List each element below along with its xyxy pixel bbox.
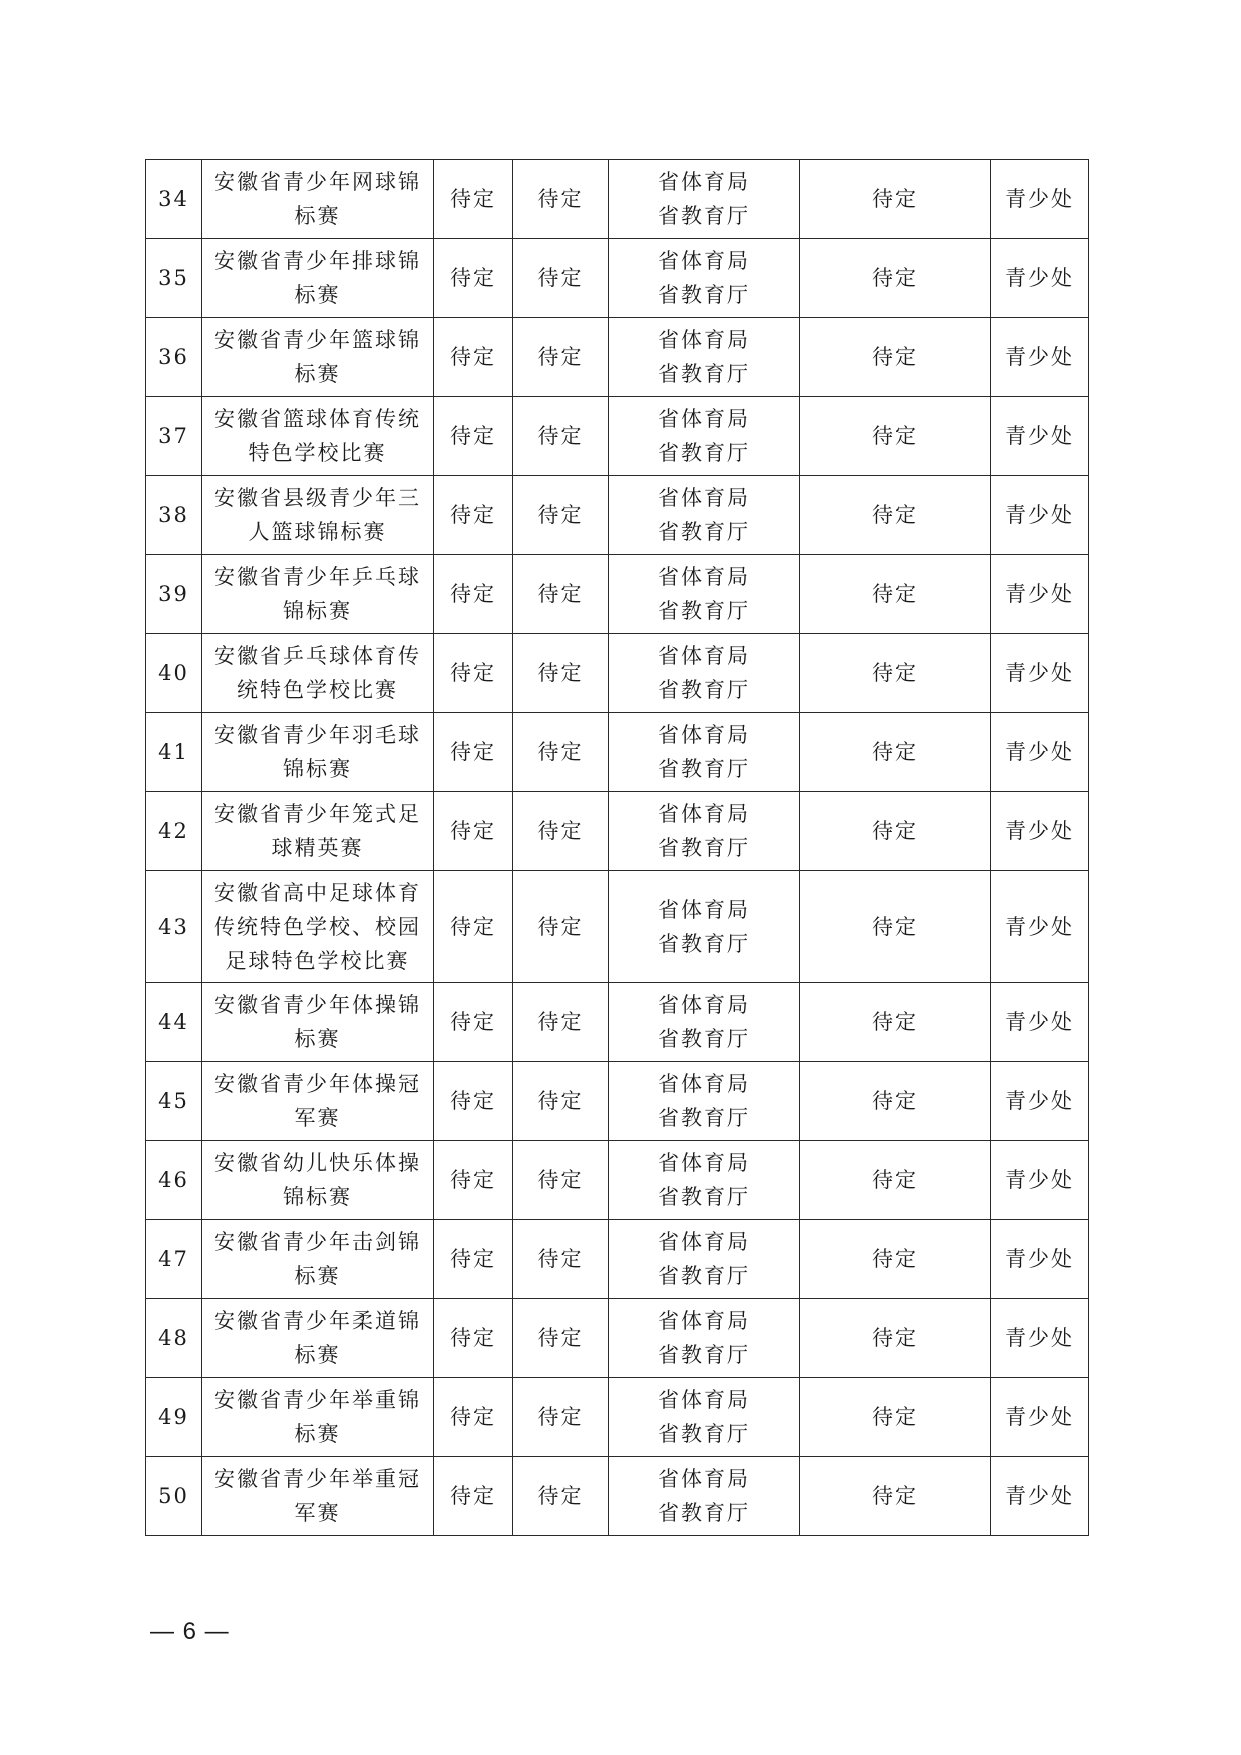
organizer-line: 省教育厅 (658, 599, 750, 623)
organizer-cell (609, 634, 800, 713)
organizer-line: 省教育厅 (658, 283, 750, 307)
organizer-line: 省教育厅 (658, 441, 750, 465)
department-cell: 青少处 (991, 1378, 1089, 1457)
event-location-cell: 待定 (513, 792, 609, 871)
event-location-cell: 待定 (513, 318, 609, 397)
event-time-cell: 待定 (434, 713, 513, 792)
event-name-cell: 安徽省青少年柔道锦标赛 (202, 1299, 434, 1378)
organizer-cell (609, 713, 800, 792)
row-number-cell: 44 (146, 983, 202, 1062)
organizer-line: 省教育厅 (658, 204, 750, 228)
department-cell: 青少处 (991, 792, 1089, 871)
host-unit-cell: 待定 (800, 713, 991, 792)
event-name-cell: 安徽省青少年排球锦标赛 (202, 239, 434, 318)
row-number-cell: 35 (146, 239, 202, 318)
department-cell: 青少处 (991, 871, 1089, 983)
event-time-cell: 待定 (434, 476, 513, 555)
organizer-line: 省体育局 (658, 802, 750, 826)
event-name-cell: 安徽省青少年乒乓球锦标赛 (202, 555, 434, 634)
department-cell: 青少处 (991, 476, 1089, 555)
event-location-cell: 待定 (513, 1062, 609, 1141)
host-unit-cell: 待定 (800, 555, 991, 634)
organizer-cell (609, 1378, 800, 1457)
event-name-cell: 安徽省青少年举重冠军赛 (202, 1457, 434, 1536)
event-name-cell: 安徽省青少年体操锦标赛 (202, 983, 434, 1062)
organizer-line: 省教育厅 (658, 836, 750, 860)
organizer-cell (609, 792, 800, 871)
organizer-cell (609, 1299, 800, 1378)
event-name-cell: 安徽省青少年网球锦标赛 (202, 160, 434, 239)
event-time-cell: 待定 (434, 871, 513, 983)
row-number-cell: 40 (146, 634, 202, 713)
table-row (146, 160, 1089, 239)
row-number-cell: 42 (146, 792, 202, 871)
organizer-line: 省教育厅 (658, 1264, 750, 1288)
row-number-cell: 36 (146, 318, 202, 397)
event-time-cell: 待定 (434, 318, 513, 397)
organizer-cell (609, 1220, 800, 1299)
event-location-cell: 待定 (513, 1220, 609, 1299)
event-name-cell: 安徽省青少年羽毛球锦标赛 (202, 713, 434, 792)
department-cell: 青少处 (991, 1457, 1089, 1536)
table-row (146, 1457, 1089, 1536)
event-name-cell: 安徽省青少年击剑锦标赛 (202, 1220, 434, 1299)
organizer-line: 省体育局 (658, 1388, 750, 1412)
host-unit-cell: 待定 (800, 476, 991, 555)
row-number-cell: 50 (146, 1457, 202, 1536)
event-time-cell: 待定 (434, 1220, 513, 1299)
event-time-cell: 待定 (434, 1062, 513, 1141)
event-location-cell: 待定 (513, 1141, 609, 1220)
host-unit-cell: 待定 (800, 1141, 991, 1220)
event-location-cell: 待定 (513, 239, 609, 318)
event-location-cell: 待定 (513, 555, 609, 634)
row-number-cell: 39 (146, 555, 202, 634)
table-row (146, 792, 1089, 871)
organizer-line: 省体育局 (658, 644, 750, 668)
organizer-cell (609, 1062, 800, 1141)
row-number-cell: 38 (146, 476, 202, 555)
host-unit-cell: 待定 (800, 1220, 991, 1299)
department-cell: 青少处 (991, 1220, 1089, 1299)
table-row (146, 1299, 1089, 1378)
host-unit-cell: 待定 (800, 983, 991, 1062)
host-unit-cell: 待定 (800, 871, 991, 983)
host-unit-cell: 待定 (800, 1457, 991, 1536)
row-number-cell: 49 (146, 1378, 202, 1457)
organizer-cell (609, 1457, 800, 1536)
event-time-cell: 待定 (434, 792, 513, 871)
department-cell: 青少处 (991, 983, 1089, 1062)
table-row (146, 1062, 1089, 1141)
event-name-cell: 安徽省篮球体育传统特色学校比赛 (202, 397, 434, 476)
organizer-cell (609, 397, 800, 476)
organizer-cell (609, 871, 800, 983)
organizer-line: 省体育局 (658, 249, 750, 273)
organizer-cell (609, 555, 800, 634)
organizer-line: 省体育局 (658, 993, 750, 1017)
organizer-line: 省教育厅 (658, 1343, 750, 1367)
row-number-cell: 43 (146, 871, 202, 983)
organizer-line: 省教育厅 (658, 1422, 750, 1446)
department-cell: 青少处 (991, 713, 1089, 792)
organizer-line: 省体育局 (658, 170, 750, 194)
row-number-cell: 46 (146, 1141, 202, 1220)
table-row (146, 397, 1089, 476)
host-unit-cell: 待定 (800, 1062, 991, 1141)
row-number-cell: 45 (146, 1062, 202, 1141)
department-cell: 青少处 (991, 1299, 1089, 1378)
department-cell: 青少处 (991, 1062, 1089, 1141)
row-number-cell: 34 (146, 160, 202, 239)
event-location-cell: 待定 (513, 1299, 609, 1378)
table-row (146, 713, 1089, 792)
host-unit-cell: 待定 (800, 1378, 991, 1457)
organizer-line: 省体育局 (658, 1072, 750, 1096)
host-unit-cell: 待定 (800, 792, 991, 871)
organizer-line: 省体育局 (658, 407, 750, 431)
table-row (146, 1220, 1089, 1299)
organizer-line: 省体育局 (658, 1151, 750, 1175)
organizer-cell (609, 476, 800, 555)
event-name-cell: 安徽省青少年笼式足球精英赛 (202, 792, 434, 871)
host-unit-cell: 待定 (800, 318, 991, 397)
event-time-cell: 待定 (434, 1378, 513, 1457)
organizer-line: 省教育厅 (658, 520, 750, 544)
table-row (146, 239, 1089, 318)
organizer-line: 省教育厅 (658, 362, 750, 386)
organizer-cell (609, 318, 800, 397)
department-cell: 青少处 (991, 397, 1089, 476)
table-row (146, 983, 1089, 1062)
organizer-line: 省教育厅 (658, 1106, 750, 1130)
event-location-cell: 待定 (513, 983, 609, 1062)
organizer-line: 省教育厅 (658, 931, 750, 956)
event-time-cell: 待定 (434, 239, 513, 318)
event-location-cell: 待定 (513, 1457, 609, 1536)
events-table (145, 159, 1089, 1536)
host-unit-cell: 待定 (800, 239, 991, 318)
host-unit-cell: 待定 (800, 1299, 991, 1378)
row-number-cell: 47 (146, 1220, 202, 1299)
organizer-line: 省体育局 (658, 1467, 750, 1491)
row-number-cell: 37 (146, 397, 202, 476)
event-name-cell: 安徽省高中足球体育传统特色学校、校园足球特色学校比赛 (202, 871, 434, 983)
host-unit-cell: 待定 (800, 634, 991, 713)
organizer-line: 省体育局 (658, 486, 750, 510)
event-time-cell: 待定 (434, 1299, 513, 1378)
event-location-cell: 待定 (513, 397, 609, 476)
event-name-cell: 安徽省幼儿快乐体操锦标赛 (202, 1141, 434, 1220)
event-time-cell: 待定 (434, 160, 513, 239)
event-location-cell: 待定 (513, 713, 609, 792)
host-unit-cell: 待定 (800, 397, 991, 476)
event-time-cell: 待定 (434, 634, 513, 713)
event-time-cell: 待定 (434, 1141, 513, 1220)
event-location-cell: 待定 (513, 160, 609, 239)
department-cell: 青少处 (991, 1141, 1089, 1220)
event-location-cell: 待定 (513, 871, 609, 983)
organizer-line: 省教育厅 (658, 1185, 750, 1209)
table-row (146, 476, 1089, 555)
organizer-line: 省教育厅 (658, 1027, 750, 1051)
organizer-line: 省体育局 (658, 1230, 750, 1254)
organizer-cell (609, 1141, 800, 1220)
table-row (146, 871, 1089, 983)
event-name-cell: 安徽省县级青少年三人篮球锦标赛 (202, 476, 434, 555)
event-name-cell: 安徽省青少年体操冠军赛 (202, 1062, 434, 1141)
organizer-line: 省体育局 (658, 1309, 750, 1333)
event-location-cell: 待定 (513, 634, 609, 713)
organizer-line: 省体育局 (658, 328, 750, 352)
table-row (146, 555, 1089, 634)
event-time-cell: 待定 (434, 555, 513, 634)
event-name-cell: 安徽省青少年举重锦标赛 (202, 1378, 434, 1457)
department-cell: 青少处 (991, 555, 1089, 634)
page-number: — 6 — (150, 1618, 230, 1645)
table-row (146, 1141, 1089, 1220)
row-number-cell: 48 (146, 1299, 202, 1378)
organizer-line: 省教育厅 (658, 678, 750, 702)
organizer-line: 省教育厅 (658, 1501, 750, 1525)
organizer-line: 省体育局 (658, 723, 750, 747)
table-row (146, 318, 1089, 397)
event-name-cell: 安徽省乒乓球体育传统特色学校比赛 (202, 634, 434, 713)
row-number-cell: 41 (146, 713, 202, 792)
event-location-cell: 待定 (513, 476, 609, 555)
host-unit-cell: 待定 (800, 160, 991, 239)
organizer-line: 省体育局 (658, 897, 750, 922)
event-time-cell: 待定 (434, 397, 513, 476)
organizer-cell (609, 239, 800, 318)
department-cell: 青少处 (991, 160, 1089, 239)
table-row (146, 1378, 1089, 1457)
department-cell: 青少处 (991, 318, 1089, 397)
organizer-cell (609, 983, 800, 1062)
event-location-cell: 待定 (513, 1378, 609, 1457)
organizer-line: 省体育局 (658, 565, 750, 589)
event-time-cell: 待定 (434, 1457, 513, 1536)
event-name-cell: 安徽省青少年篮球锦标赛 (202, 318, 434, 397)
organizer-line: 省教育厅 (658, 757, 750, 781)
department-cell: 青少处 (991, 239, 1089, 318)
organizer-cell (609, 160, 800, 239)
table-row (146, 634, 1089, 713)
event-time-cell: 待定 (434, 983, 513, 1062)
events-table-body (146, 160, 1089, 1536)
department-cell: 青少处 (991, 634, 1089, 713)
